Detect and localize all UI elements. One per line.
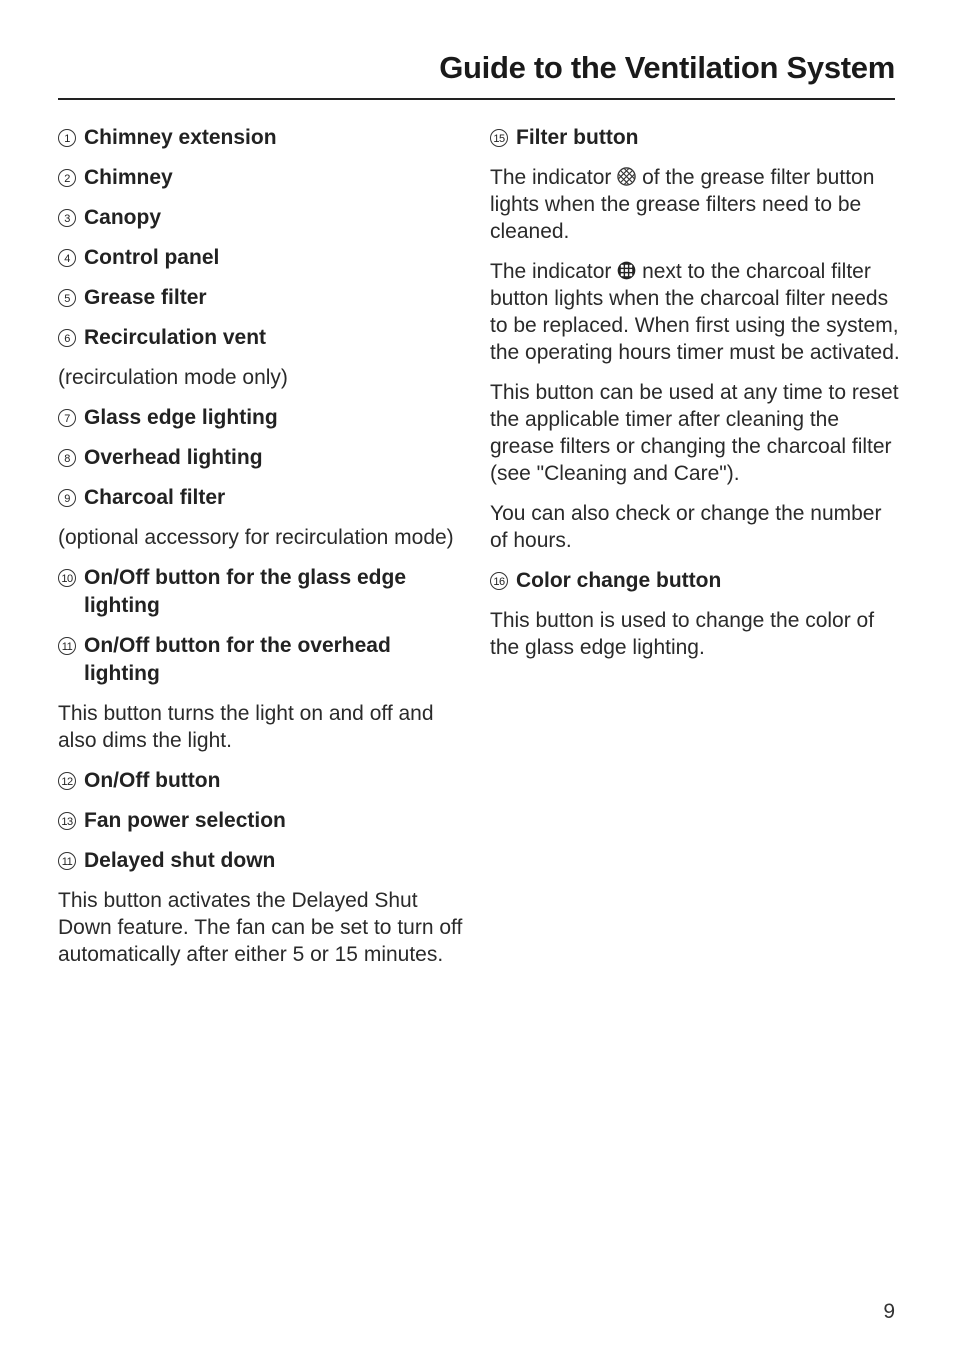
item-number: 7: [58, 409, 76, 427]
legend-heading: [58, 564, 468, 620]
charcoal-filter-indicator-icon: [617, 261, 636, 280]
page-number: 9: [883, 1300, 895, 1323]
item-number: 5: [58, 289, 76, 307]
heading-text: Glass edge lighting: [84, 406, 278, 429]
legend-heading: [58, 284, 468, 312]
heading-text: Canopy: [84, 206, 162, 229]
legend-heading: [58, 204, 468, 232]
item-number: 4: [58, 249, 76, 267]
heading-text: On/Off button for the glass edge lighting: [84, 566, 406, 617]
heading-text: Delayed shut down: [84, 849, 276, 872]
item-number: 2: [58, 169, 76, 187]
item-number: 1: [58, 129, 76, 147]
charcoal-filter-indicator-description: The indicator next to the charcoal filter button lights when the charcoal filter needs to be replaced. When first using the system, the operating hours timer must be activated.: [490, 260, 900, 364]
heading-text: Fan power selection: [84, 809, 286, 832]
legend-heading: [58, 484, 468, 512]
item-number: 11: [58, 852, 76, 870]
heading-text: On/Off button: [84, 769, 221, 792]
right-column: [490, 124, 900, 674]
heading-text: Filter button: [516, 126, 639, 149]
heading-text: Chimney extension: [84, 126, 277, 149]
item-number: 12: [58, 772, 76, 790]
color-change-button-heading: [490, 567, 900, 595]
filter-button-heading: [490, 124, 900, 152]
legend-heading: [58, 767, 468, 795]
heading-text: Control panel: [84, 246, 220, 269]
legend-description: This button activates the Delayed Shut Down feature. The fan can be set to turn off automatically after either 5 or 15 minutes.: [58, 889, 463, 966]
heading-text: Charcoal filter: [84, 486, 226, 509]
legend-heading: [58, 632, 468, 688]
item-number: 13: [58, 812, 76, 830]
legend-description: (optional accessory for recirculation mode): [58, 526, 454, 549]
reset-timer-description: This button can be used at any time to reset the applicable timer after cleaning the grease filters or changing the charcoal filter (see "Cleaning and Care").: [490, 381, 899, 485]
legend-heading: [58, 807, 468, 835]
legend-heading: [58, 324, 468, 352]
legend-heading: [58, 444, 468, 472]
item-number: 11: [58, 637, 76, 655]
legend-heading: [58, 244, 468, 272]
item-number-16: 16: [490, 572, 508, 590]
grease-filter-indicator-icon: [617, 167, 636, 186]
heading-text: Grease filter: [84, 286, 207, 309]
color-change-description: This button is used to change the color of the glass edge lighting.: [490, 609, 875, 659]
legend-description: This button turns the light on and off and also dims the light.: [58, 702, 434, 752]
legend-heading: [58, 847, 468, 875]
item-number: 8: [58, 449, 76, 467]
heading-text: On/Off button for the overhead lighting: [84, 634, 391, 685]
item-number: 6: [58, 329, 76, 347]
legend-heading: [58, 164, 468, 192]
page-title: Guide to the Ventilation System: [439, 50, 895, 85]
heading-text: Overhead lighting: [84, 446, 263, 469]
heading-text: Color change button: [516, 569, 722, 592]
heading-text: Chimney: [84, 166, 173, 189]
left-column: [58, 124, 468, 981]
item-number: 3: [58, 209, 76, 227]
title-divider: [58, 98, 895, 100]
heading-text: Recirculation vent: [84, 326, 267, 349]
legend-heading: [58, 124, 468, 152]
item-number: 10: [58, 569, 76, 587]
grease-filter-indicator-description: The indicator of the grease filter button lights when the grease filters need to be cleaned.: [490, 166, 875, 243]
item-number-15: 15: [490, 129, 508, 147]
item-number: 9: [58, 489, 76, 507]
legend-heading: [58, 404, 468, 432]
hours-description: You can also check or change the number of hours.: [490, 502, 882, 552]
legend-description: (recirculation mode only): [58, 366, 288, 389]
